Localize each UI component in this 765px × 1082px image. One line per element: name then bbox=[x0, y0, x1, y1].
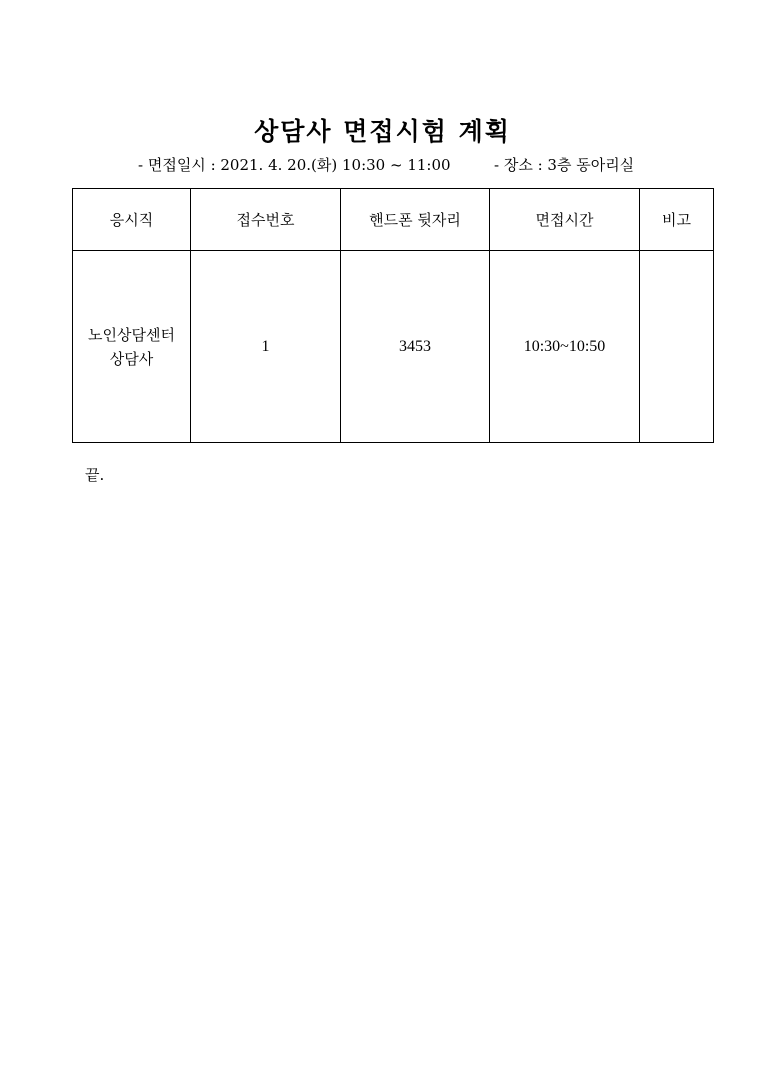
end-mark: 끝. bbox=[85, 466, 105, 484]
document-title: 상담사 면접시험 계획 bbox=[254, 117, 511, 146]
table-row bbox=[73, 251, 714, 443]
header-phone-last-digits: 핸드폰 뒷자리 bbox=[341, 189, 490, 251]
cell-position bbox=[73, 251, 191, 443]
cell-interview-time: 10:30~10:50 bbox=[490, 251, 640, 443]
position-line-2: 상담사 bbox=[109, 349, 154, 368]
header-receipt-number: 접수번호 bbox=[191, 189, 341, 251]
interview-place: - 장소 : 3층 동아리실 bbox=[494, 156, 635, 174]
header-note: 비고 bbox=[640, 189, 714, 251]
interview-date-time: - 면접일시 : 2021. 4. 20.(화) 10:30 ~ 11:00 bbox=[138, 156, 451, 174]
cell-note bbox=[640, 251, 714, 443]
cell-phone-last-digits: 3453 bbox=[341, 251, 490, 443]
header-position: 응시직 bbox=[73, 189, 191, 251]
position-line-1: 노인상담센터 bbox=[88, 325, 175, 344]
header-interview-time: 면접시간 bbox=[490, 189, 640, 251]
table-header-row bbox=[73, 189, 714, 251]
cell-receipt-number: 1 bbox=[191, 251, 341, 443]
interview-plan-table bbox=[72, 188, 714, 443]
